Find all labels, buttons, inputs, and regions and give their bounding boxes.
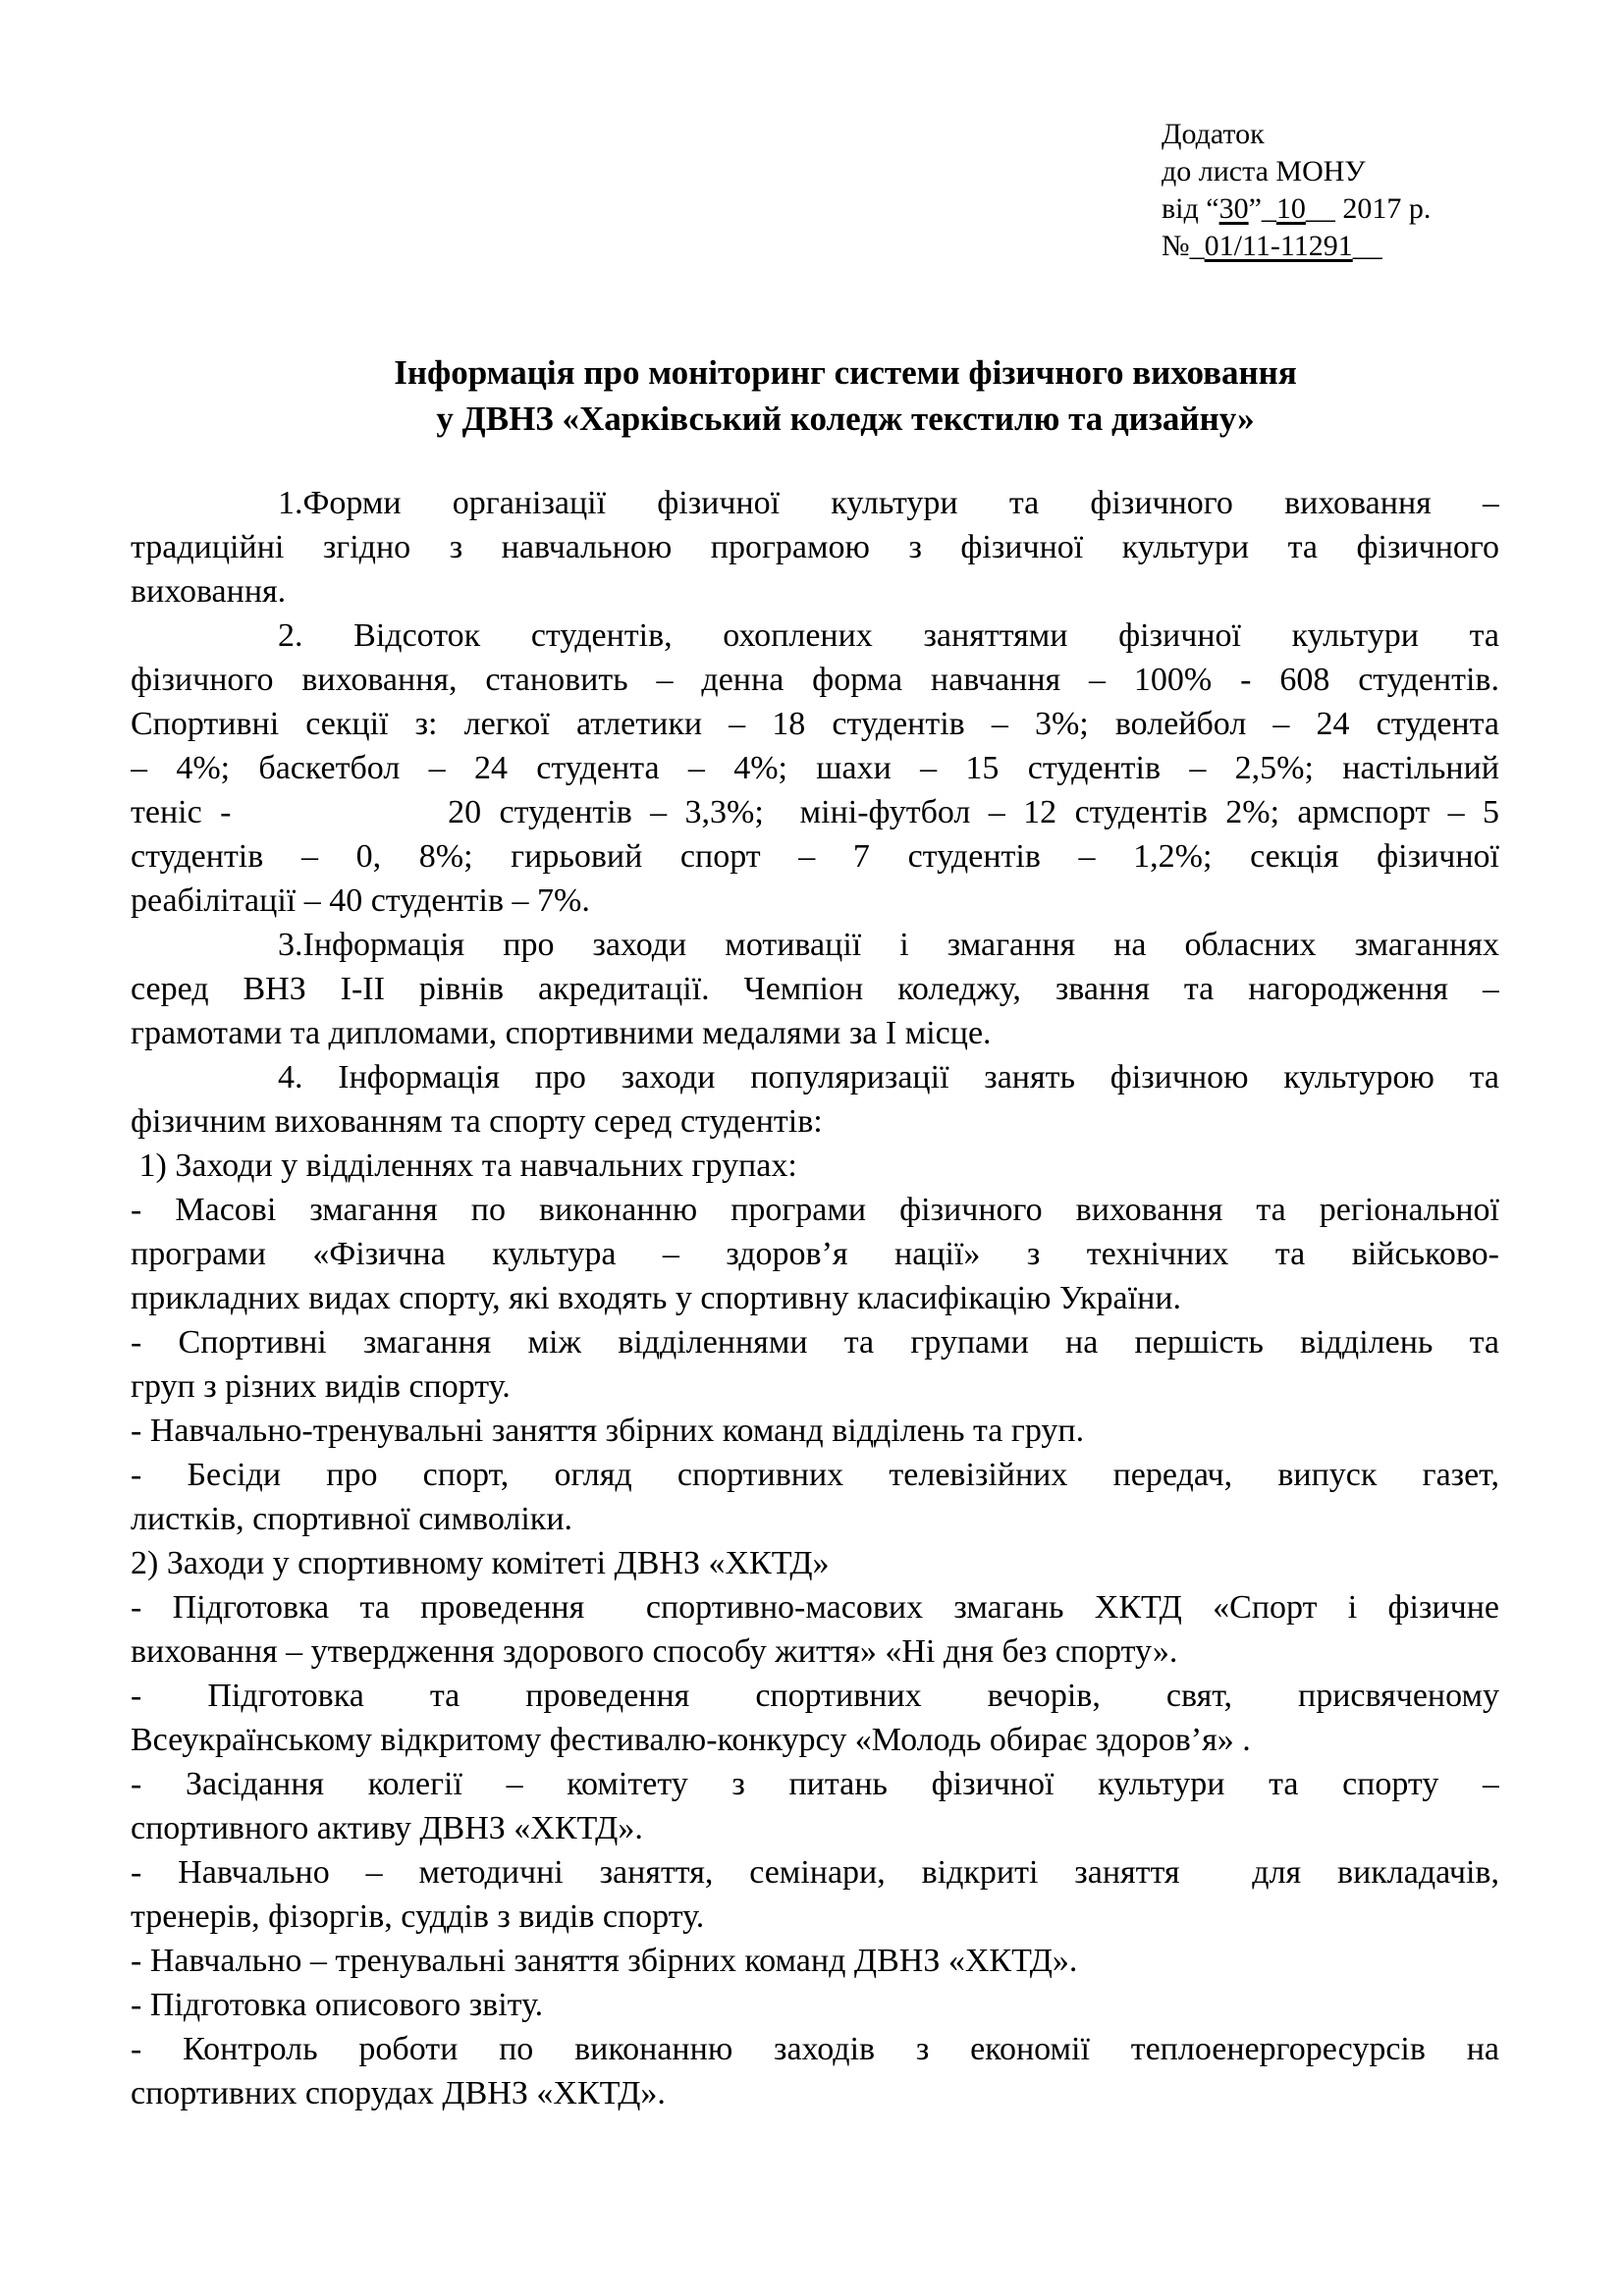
document-line: фізичним вихованням та спорту серед студентів: [131, 1103, 823, 1140]
document-title-line-1: Інформація про моніторинг системи фізичного виховання [394, 353, 1297, 392]
document-line: теніс - 20 студентів – 3,3%; міні-футбол – 12 студентів 2%; армспорт – 5 [131, 794, 1499, 830]
underlined-field-value: 01/11-11291 [1204, 230, 1353, 262]
document-line: - Навчально – тренувальні заняття збірних команд ДВНЗ «ХКТД». [131, 1943, 1078, 1979]
underlined-field-value: 10 [1275, 192, 1306, 225]
document-title-line-2: у ДВНЗ «Харківський коледж текстилю та дизайну» [436, 400, 1255, 438]
letter-reference-line [1162, 190, 1431, 228]
paragraph [131, 923, 1499, 1055]
paragraph [131, 481, 1499, 614]
underlined-field-value: 30 [1218, 192, 1249, 225]
document-line: реабілітації – 40 студентів – 7%. [131, 882, 590, 919]
document-line: спортивних спорудах ДВНЗ «ХКТД». [131, 2075, 666, 2111]
paragraph [131, 1188, 1499, 1320]
paragraph [131, 1320, 1499, 1409]
reference-text: від “ [1162, 192, 1219, 225]
document-line: спортивного активу ДВНЗ «ХКТД». [131, 1810, 643, 1846]
letter-reference-line [1162, 116, 1431, 153]
document-line: 1.Форми організації фізичної культури та фізичного виховання – [278, 485, 1499, 521]
reference-text: ”_ [1248, 192, 1276, 225]
paragraph [131, 1939, 1499, 1983]
paragraph [131, 1983, 1499, 2027]
document-title [133, 349, 1499, 442]
document-line: - Навчально-тренувальні заняття збірних команд відділень та груп. [131, 1413, 1085, 1449]
document-line: - Засідання колегії – комітету з питань фізичної культури та спорту – [131, 1766, 1499, 1802]
document-line: 3.Інформація про заходи мотивації і змагання на обласних змаганнях [278, 927, 1499, 963]
paragraph [131, 2027, 1499, 2115]
document-line: 4. Інформація про заходи популяризації занять фізичною культурою та [278, 1059, 1499, 1095]
document-line: - Контроль роботи по виконанню заходів з економії теплоенергоресурсів на [131, 2031, 1499, 2067]
paragraph [131, 1850, 1499, 1939]
letter-reference-line [1162, 228, 1431, 265]
reference-text: №_ [1162, 230, 1205, 262]
document-line: програми «Фізична культура – здоров’я нації» з технічних та військово- [131, 1236, 1499, 1272]
document-line: - Спортивні змагання між відділеннями та групами на першість відділень та [131, 1324, 1499, 1361]
reference-text: __ 2017 р. [1305, 192, 1432, 225]
paragraph [131, 1453, 1499, 1541]
document-line: груп з різних видів спорту. [131, 1368, 511, 1405]
paragraph [131, 1055, 1499, 1144]
document-line: Всеукраїнському відкритому фестивалю-конкурсу «Молодь обирає здоров’я» . [131, 1722, 1251, 1758]
paragraph [131, 1144, 1499, 1188]
paragraph [131, 1409, 1499, 1453]
paragraph [131, 1541, 1499, 1585]
document-line: - Бесіди про спорт, огляд спортивних телевізійних передач, випуск газет, [131, 1457, 1499, 1493]
reference-text: Додаток [1162, 118, 1265, 150]
document-line: фізичного виховання, становить – денна форма навчання – 100% - 608 студентів. [131, 662, 1499, 698]
document-line: - Підготовка та проведення спортивних вечорів, свят, присвяченому [131, 1678, 1499, 1714]
paragraph [131, 1674, 1499, 1762]
document-line: 2. Відсоток студентів, охоплених заняттями фізичної культури та [278, 617, 1499, 654]
document-line: грамотами та дипломами, спортивними медалями за І місце. [131, 1015, 992, 1051]
reference-text: до листа МОНУ [1162, 155, 1366, 187]
document-line: 2) Заходи у спортивному комітеті ДВНЗ «ХКТД» [131, 1545, 830, 1581]
letter-reference-block [1162, 116, 1431, 265]
document-line: - Масові змагання по виконанню програми фізичного виховання та регіональної [131, 1192, 1499, 1228]
paragraph [131, 1762, 1499, 1850]
document-line: – 4%; баскетбол – 24 студента – 4%; шахи – 15 студентів – 2,5%; настільний [131, 750, 1499, 786]
reference-text: __ [1352, 230, 1382, 262]
paragraph [131, 1585, 1499, 1674]
document-line: - Підготовка та проведення спортивно-масових змагань ХКТД «Спорт і фізичне [131, 1589, 1499, 1626]
document-line: традиційні згідно з навчальною програмою з фізичної культури та фізичного [131, 529, 1499, 565]
document-body [131, 481, 1499, 2115]
document-line: виховання. [131, 573, 287, 610]
document-line: прикладних видах спорту, які входять у спортивну класифікацію України. [131, 1280, 1181, 1316]
document-line: - Підготовка описового звіту. [131, 1987, 544, 2023]
paragraph [131, 614, 1499, 923]
document-line: 1) Заходи у відділеннях та навчальних групах: [131, 1148, 797, 1184]
letter-reference-line [1162, 153, 1431, 190]
document-line: тренерів, фізоргів, суддів з видів спорту. [131, 1898, 705, 1935]
document-line: серед ВНЗ І-ІІ рівнів акредитації. Чемпіон коледжу, звання та нагородження – [131, 971, 1499, 1007]
document-line: листків, спортивної символіки. [131, 1501, 573, 1537]
document-line: - Навчально – методичні заняття, семінари, відкриті заняття для викладачів, [131, 1854, 1499, 1891]
document-line: Спортивні секції з: легкої атлетики – 18 студентів – 3%; волейбол – 24 студента [131, 706, 1499, 742]
document-line: студентів – 0, 8%; гирьовий спорт – 7 студентів – 1,2%; секція фізичної [131, 838, 1499, 875]
document-line: виховання – утвердження здорового способу життя» «Ні дня без спорту». [131, 1633, 1178, 1670]
